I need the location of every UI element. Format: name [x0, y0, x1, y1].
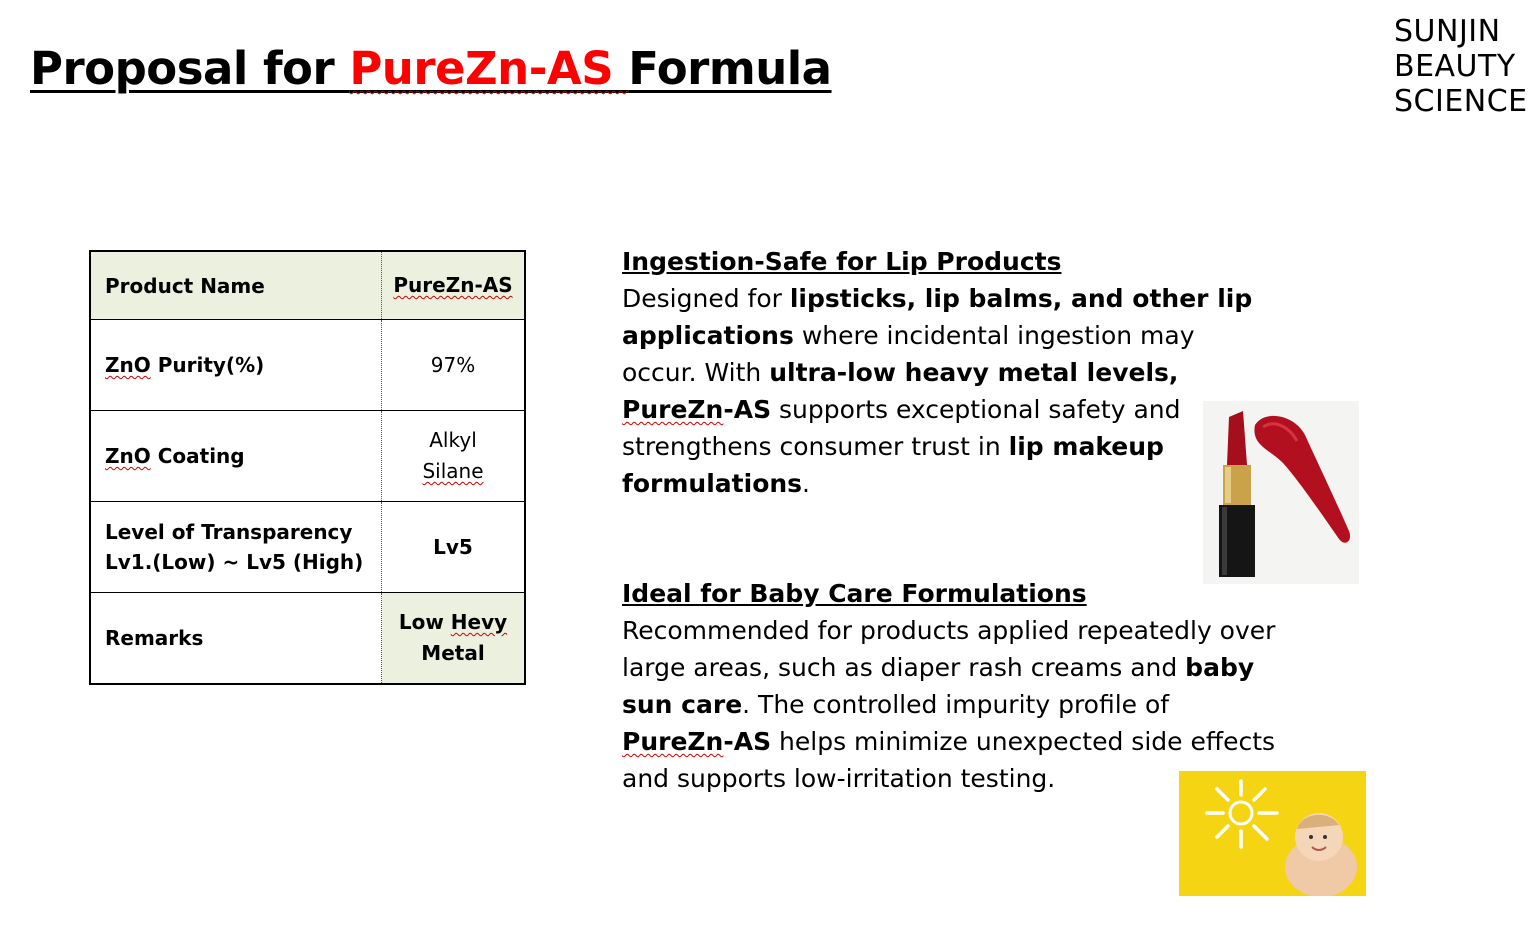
logo-line: SCIENCE	[1394, 84, 1528, 119]
table-row	[90, 593, 525, 685]
title-product-name: PureZn-AS	[349, 42, 629, 95]
section-body: Designed for lipsticks, lip balms, and other lip applications where incidental ingestion may occur. With ultra-low heavy metal levels, PureZn-AS supports exceptional safety and strengthens consumer trust in lip makeup formulations.	[622, 284, 1253, 498]
table-row	[90, 411, 525, 502]
row-label: Level of Transparency Lv1.(Low) ~ Lv5 (High)	[90, 502, 382, 593]
row-label: ZnO Purity(%)	[90, 320, 382, 411]
row-label: Remarks	[90, 593, 382, 685]
logo-line: BEAUTY	[1394, 49, 1516, 84]
lipstick-image	[1203, 401, 1359, 584]
baby-sun-image	[1179, 771, 1366, 896]
row-label: Product Name	[90, 251, 382, 320]
logo-line: SUNJIN	[1394, 14, 1501, 49]
lip-products-section	[622, 243, 1262, 502]
row-value: PureZn-AS	[382, 251, 526, 320]
product-spec-table	[89, 250, 526, 685]
row-value: Lv5	[382, 502, 526, 593]
row-value: 97%	[382, 320, 526, 411]
baby-care-section	[622, 575, 1277, 797]
section-heading: Ideal for Baby Care Formulations	[622, 579, 1087, 608]
section-heading: Ingestion-Safe for Lip Products	[622, 247, 1062, 276]
table-row	[90, 320, 525, 411]
table-row	[90, 502, 525, 593]
page-title: Proposal for PureZn-AS Formula	[30, 42, 832, 95]
company-logo	[1394, 14, 1528, 119]
row-label: ZnO Coating	[90, 411, 382, 502]
section-body: Recommended for products applied repeatedly over large areas, such as diaper rash creams and baby sun care. The controlled impurity profile of PureZn-AS helps minimize unexpected side effects and supports low-irritation testing.	[622, 616, 1276, 793]
table-row	[90, 251, 525, 320]
row-value: Alkyl Silane	[382, 411, 526, 502]
row-value: Low Hevy Metal	[382, 593, 526, 685]
